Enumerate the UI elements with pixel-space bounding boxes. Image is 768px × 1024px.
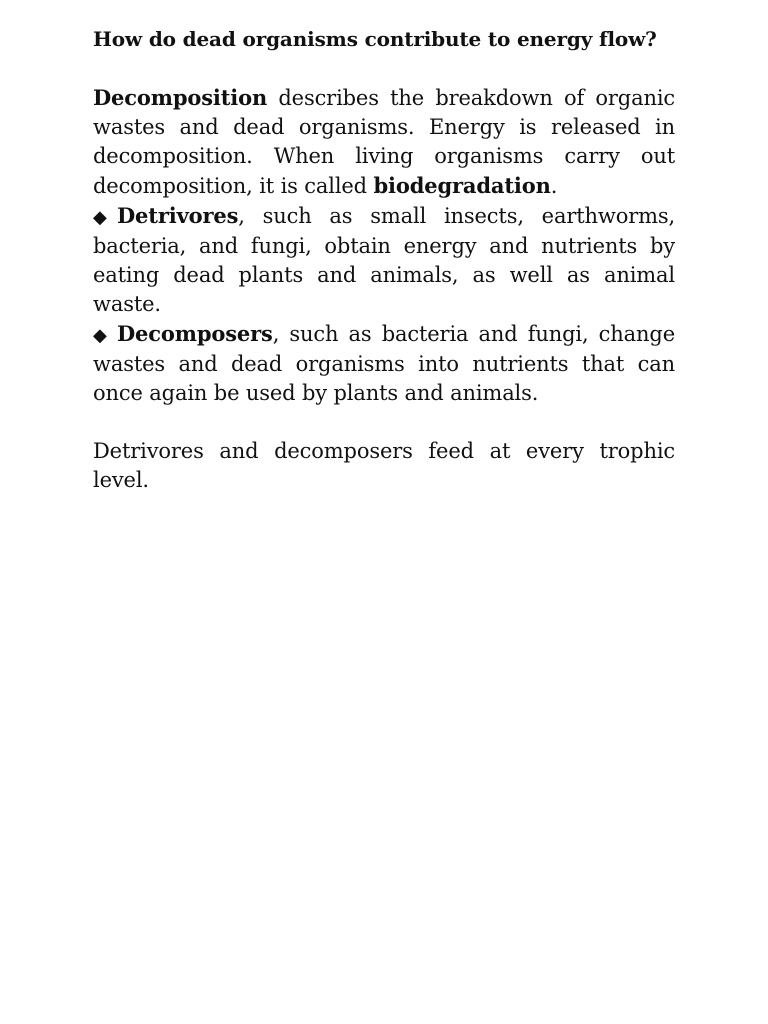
term-biodegradation: biodegradation bbox=[373, 173, 551, 198]
bullet-detrivores-text: , such as small insects, earthworms, bacteria, and fungi, obtain energy and nutrients by eating dead plants and animals, as well as animal waste. bbox=[93, 204, 675, 316]
term-detrivores: Detrivores bbox=[117, 203, 239, 228]
bullet-decomposers-text: , such as bacteria and fungi, change wastes and dead organisms into nutrients that can once again be used by plants and animals. bbox=[93, 322, 675, 405]
bullet-detrivores bbox=[93, 201, 675, 319]
intro-text-end: . bbox=[550, 174, 558, 198]
document-page bbox=[93, 25, 675, 495]
bullet-decomposers bbox=[93, 319, 675, 408]
intro-paragraph bbox=[93, 83, 675, 201]
diamond-bullet-icon: ◆ bbox=[93, 207, 107, 228]
page-title: How do dead organisms contribute to energy flow? bbox=[93, 27, 657, 51]
paragraph-gap bbox=[93, 408, 675, 437]
closing-paragraph: Detrivores and decomposers feed at every trophic level. bbox=[93, 439, 675, 492]
diamond-bullet-icon: ◆ bbox=[93, 325, 107, 346]
term-decomposition: Decomposition bbox=[93, 85, 268, 110]
intro-text: describes the breakdown of organic wastes and dead organisms. Energy is released in decomposition. When living organisms carry out decomposition, it is called bbox=[93, 86, 675, 198]
term-decomposers: Decomposers bbox=[117, 321, 273, 346]
